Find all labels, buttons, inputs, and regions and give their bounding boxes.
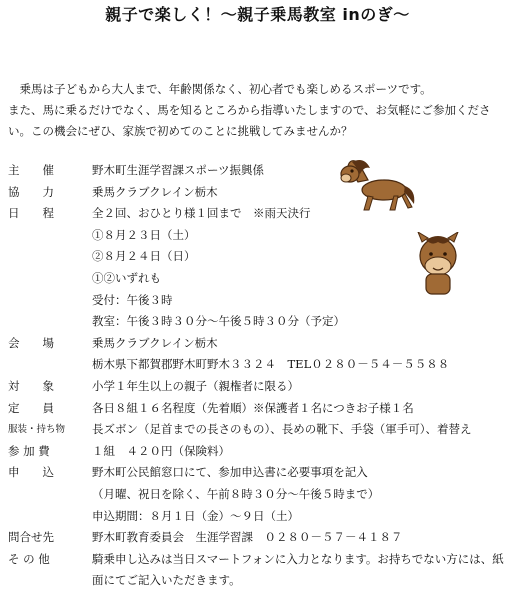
row-venue <box>8 333 508 376</box>
row-label: 対 象 <box>8 378 54 393</box>
row-contact <box>8 527 508 549</box>
row-value: 野木町生涯学習課スポーツ振興係 <box>92 163 265 177</box>
row-value: 野木町教育委員会 生涯学習課 ０２８０－５７－４１８７ <box>92 530 403 545</box>
row-value: ②８月２４日（日） <box>92 249 196 264</box>
row-label: 申 込 <box>8 465 54 480</box>
row-fee <box>8 441 508 463</box>
row-application <box>8 462 508 527</box>
row-value: 栃木県下都賀郡野木町野木３３２４ TEL０２８０－５４－５５８８ <box>92 357 450 372</box>
intro-paragraph <box>8 79 508 142</box>
row-value: １組 ４２０円（保険料） <box>92 443 230 458</box>
row-target <box>8 376 508 398</box>
row-label: 会 場 <box>8 335 54 350</box>
row-value: 騎乗申し込みは当日スマートフォンに入力となります。お持ちでない方には、紙面にてご記入いただきます。 <box>92 551 504 588</box>
row-label: 主 催 <box>8 163 54 177</box>
intro-line-1: 乗馬は子どもから大人まで、年齢関係なく、初心者でも楽しめるスポーツです。 <box>19 82 432 96</box>
row-other <box>8 549 508 592</box>
row-value: 教室：午後３時３０分～午後５時３０分（予定） <box>92 314 345 329</box>
row-value: （月曜、祝日を除く、午前８時３０分～午後５時まで） <box>92 486 380 501</box>
row-value: 乗馬クラブクレイン栃木 <box>92 335 218 350</box>
row-label: 参 加 費 <box>8 443 50 458</box>
row-cooperation <box>8 182 508 204</box>
row-value: ①８月２３日（土） <box>92 227 196 242</box>
row-schedule <box>8 203 508 333</box>
row-value: 長ズボン（足首までの長さのもの）、長めの靴下、手袋（軍手可）、着替え <box>92 422 472 437</box>
row-value: 申込期間：８月１日（金）～９日（土） <box>92 508 299 523</box>
row-value: 全２回、おひとり様１回まで ※雨天決行 <box>92 206 311 221</box>
row-label: 服装・持ち物 <box>8 424 66 436</box>
page-title: 親子で楽しく！～親子乗馬教室 inのぎ～ <box>105 5 410 24</box>
row-clothing <box>8 419 508 441</box>
row-label: 定 員 <box>8 400 54 415</box>
row-value: 小学１年生以上の親子（親権者に限る） <box>92 378 299 393</box>
row-organizer <box>8 160 508 182</box>
row-value: 野木町公民館窓口にて、参加申込書に必要事項を記入 <box>92 465 368 480</box>
row-label: そ の 他 <box>8 551 50 566</box>
row-value: ①②いずれも <box>92 270 161 285</box>
row-capacity <box>8 398 508 420</box>
row-label: 日 程 <box>8 206 54 221</box>
intro-line-2: また、馬に乗るだけでなく、馬を知るところから指導いたしますので、お気軽にご参加ください。この機会にぜひ、家族で初めてのことに挑戦してみませんか？ <box>8 103 491 138</box>
row-value: 受付：午後３時 <box>92 292 173 307</box>
row-label: 協 力 <box>8 184 54 199</box>
row-value: 乗馬クラブクレイン栃木 <box>92 184 218 199</box>
row-label: 問合せ先 <box>8 530 54 545</box>
row-value: 各日８組１６名程度（先着順）※保護者１名につきお子様１名 <box>92 400 414 415</box>
event-details <box>8 160 508 592</box>
